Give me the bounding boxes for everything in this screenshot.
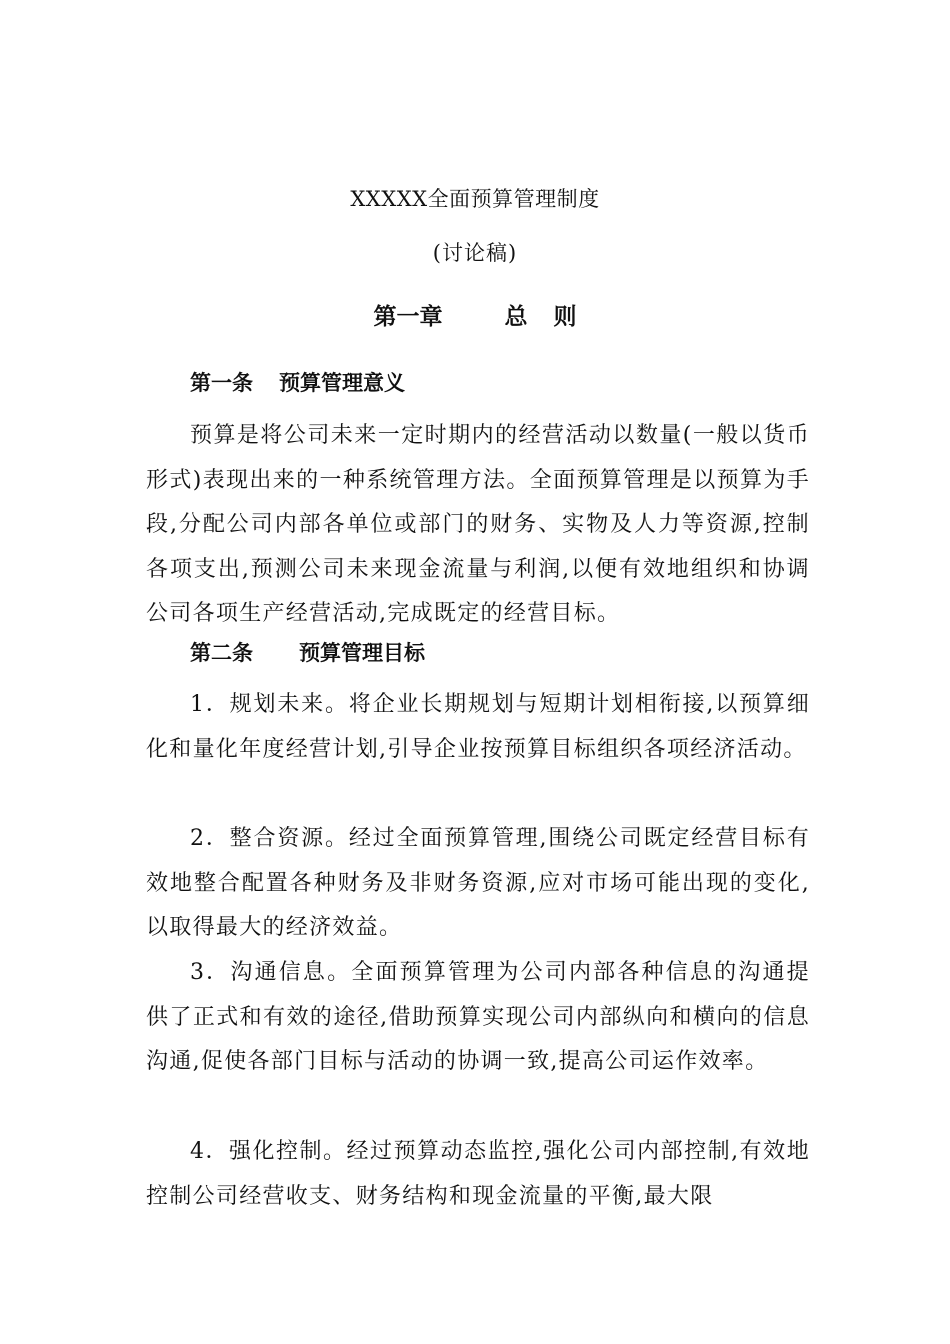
article-2-item-4: 4．强化控制。经过预算动态监控,强化公司内部控制,有效地控制公司经营收支、财务结构和现金流量的平衡,最大限 [146,1139,810,1209]
chapter-number: 第一章 [373,304,443,330]
chapter-title-char-2: 则 [553,304,577,330]
article-2-number: 第二条 [190,641,253,665]
chapter-heading [0,300,950,334]
article-2-heading [190,637,425,669]
article-2-item-3: 3．沟通信息。全面预算管理为公司内部各种信息的沟通提供了正式和有效的途径,借助预算实现公司内部纵向和横向的信息沟通,促使各部门目标与活动的协调一致,提高公司运作效率。 [146,960,810,1074]
article-2-title: 预算管理目标 [299,641,425,665]
article-1-title: 预算管理意义 [279,371,405,395]
article-2-item-2: 2．整合资源。经过全面预算管理,围绕公司既定经营目标有效地整合配置各种财务及非财务资源,应对市场可能出现的变化,以取得最大的经济效益。 [146,826,810,940]
document-title: XXXXX全面预算管理制度 [350,187,600,211]
article-2-item-1: 1．规划未来。将企业长期规划与短期计划相衔接,以预算细化和量化年度经营计划,引导企业按预算目标组织各项经济活动。 [146,692,810,762]
article-1-heading [190,367,405,399]
document-subtitle: (讨论稿) [432,241,518,265]
chapter-title-char-1: 总 [504,304,528,330]
article-1-body: 预算是将公司未来一定时期内的经营活动以数量(一般以货币形式)表现出来的一种系统管理方法。全面预算管理是以预算为手段,分配公司内部各单位或部门的财务、实物及人力等资源,控制各项支出,预测公司未来现金流量与利润,以便有效地组织和协调公司各项生产经营活动,完成既定的经营目标。 [146,423,810,626]
article-1-number: 第一条 [190,371,253,395]
